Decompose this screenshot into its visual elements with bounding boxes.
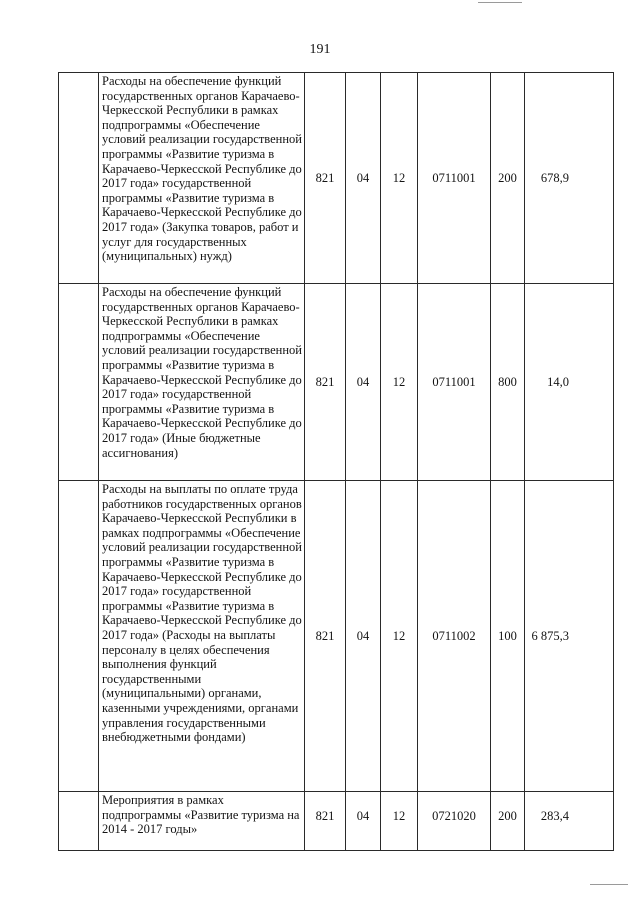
section-code: 04 xyxy=(346,284,381,481)
subsection-code: 12 xyxy=(381,481,418,792)
section-code: 04 xyxy=(346,481,381,792)
page-number: 191 xyxy=(309,42,331,57)
blank-cell xyxy=(59,481,99,792)
subsection-code: 12 xyxy=(381,792,418,851)
blank-cell xyxy=(59,73,99,284)
target-article-code: 0711002 xyxy=(418,481,491,792)
amount-value: 678,9 xyxy=(525,73,614,284)
amount-value: 6 875,3 xyxy=(525,481,614,792)
ministry-code: 821 xyxy=(305,73,346,284)
amount-value: 14,0 xyxy=(525,284,614,481)
table-row xyxy=(59,73,614,284)
table-row xyxy=(59,481,614,792)
target-article-code: 0721020 xyxy=(418,792,491,851)
ministry-code: 821 xyxy=(305,792,346,851)
expense-description: Расходы на выплаты по оплате труда работников государственных органов Карачаево-Черкесской Республики в рамках подпрограммы «Обеспечение условий реализации государственной программы «Развитие туризма в Карачаево-Черкесской Республике до 2017 года» государственной программы «Развитие туризма в Карачаево-Черкесской Республике до 2017 года» (Расходы на выплаты персоналу в целях обеспечения выполнения функций государственными (муниципальными) органами, казенными учреждениями, органами управления государственными внебюджетными фондами) xyxy=(99,481,305,792)
expense-type-code: 800 xyxy=(491,284,525,481)
target-article-code: 0711001 xyxy=(418,284,491,481)
budget-table xyxy=(58,72,614,851)
subsection-code: 12 xyxy=(381,73,418,284)
blank-cell xyxy=(59,792,99,851)
ministry-code: 821 xyxy=(305,284,346,481)
ministry-code: 821 xyxy=(305,481,346,792)
expense-description: Расходы на обеспечение функций государственных органов Карачаево-Черкесской Республики в рамках подпрограммы «Обеспечение условий реализации государственной программы «Развитие туризма в Карачаево-Черкесской Республике до 2017 года» государственной программы «Развитие туризма в Карачаево-Черкесской Республике до 2017 года» (Иные бюджетные ассигнования) xyxy=(99,284,305,481)
amount-value: 283,4 xyxy=(525,792,614,851)
expense-type-code: 100 xyxy=(491,481,525,792)
scan-artifact-bottom xyxy=(590,884,628,885)
table-row xyxy=(59,284,614,481)
subsection-code: 12 xyxy=(381,284,418,481)
scan-artifact-top xyxy=(478,2,522,3)
blank-cell xyxy=(59,284,99,481)
expense-type-code: 200 xyxy=(491,792,525,851)
section-code: 04 xyxy=(346,73,381,284)
table-row xyxy=(59,792,614,851)
expense-description: Мероприятия в рамках подпрограммы «Развитие туризма на 2014 - 2017 годы» xyxy=(99,792,305,851)
target-article-code: 0711001 xyxy=(418,73,491,284)
section-code: 04 xyxy=(346,792,381,851)
expense-description: Расходы на обеспечение функций государственных органов Карачаево-Черкесской Республики в рамках подпрограммы «Обеспечение условий реализации государственной программы «Развитие туризма в Карачаево-Черкесской Республике до 2017 года» государственной программы «Развитие туризма в Карачаево-Черкесской Республике до 2017 года» (Закупка товаров, работ и услуг для государственных (муниципальных) нужд) xyxy=(99,73,305,284)
expense-type-code: 200 xyxy=(491,73,525,284)
